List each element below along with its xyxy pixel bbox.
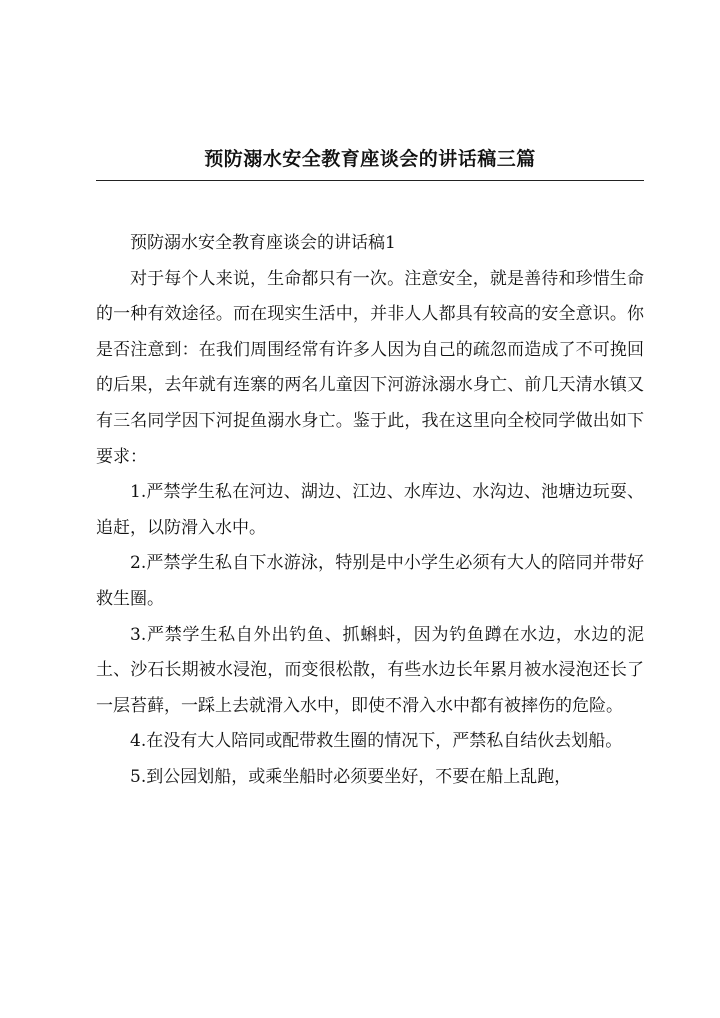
paragraph-rule-1: 1.严禁学生私在河边、湖边、江边、水库边、水沟边、池塘边玩耍、追赶，以防滑入水中。: [96, 482, 644, 538]
paragraph-rule-4: 4.在没有大人陪同或配带救生圈的情况下，严禁私自结伙去划船。: [130, 731, 623, 752]
document-title: 预防溺水安全教育座谈会的讲话稿三篇: [204, 148, 536, 170]
title-divider: [96, 180, 644, 181]
paragraph-rule-5: 5.到公园划船，或乘坐船时必须要坐好，不要在船上乱跑，: [130, 766, 572, 787]
paragraph-intro: 对于每个人来说，生命都只有一次。注意安全，就是善待和珍惜生命的一种有效途径。而在现实生活中，并非人人都具有较高的安全意识。你是否注意到：在我们周围经常有许多人因为自己的疏忽而造成了不可挽回的后果，去年就有连寨的两名儿童因下河游泳溺水身亡、前几天清水镇又有三名同学因下河捉鱼溺水身亡。鉴于此，我在这里向全校同学做出如下要求：: [96, 268, 644, 467]
paragraph-rule-3: 3.严禁学生私自外出钓鱼、抓蝌蚪，因为钓鱼蹲在水边，水边的泥土、沙石长期被水浸泡，而变很松散，有些水边长年累月被水浸泡还长了一层苔藓，一踩上去就滑入水中，即使不滑入水中都有被摔伤的危险。: [96, 624, 644, 716]
document-body: [96, 226, 644, 796]
section-heading: 预防溺水安全教育座谈会的讲话稿1: [130, 233, 396, 253]
paragraph-rule-2: 2.严禁学生私自下水游泳，特别是中小学生必须有大人的陪同并带好救生圈。: [96, 553, 644, 609]
